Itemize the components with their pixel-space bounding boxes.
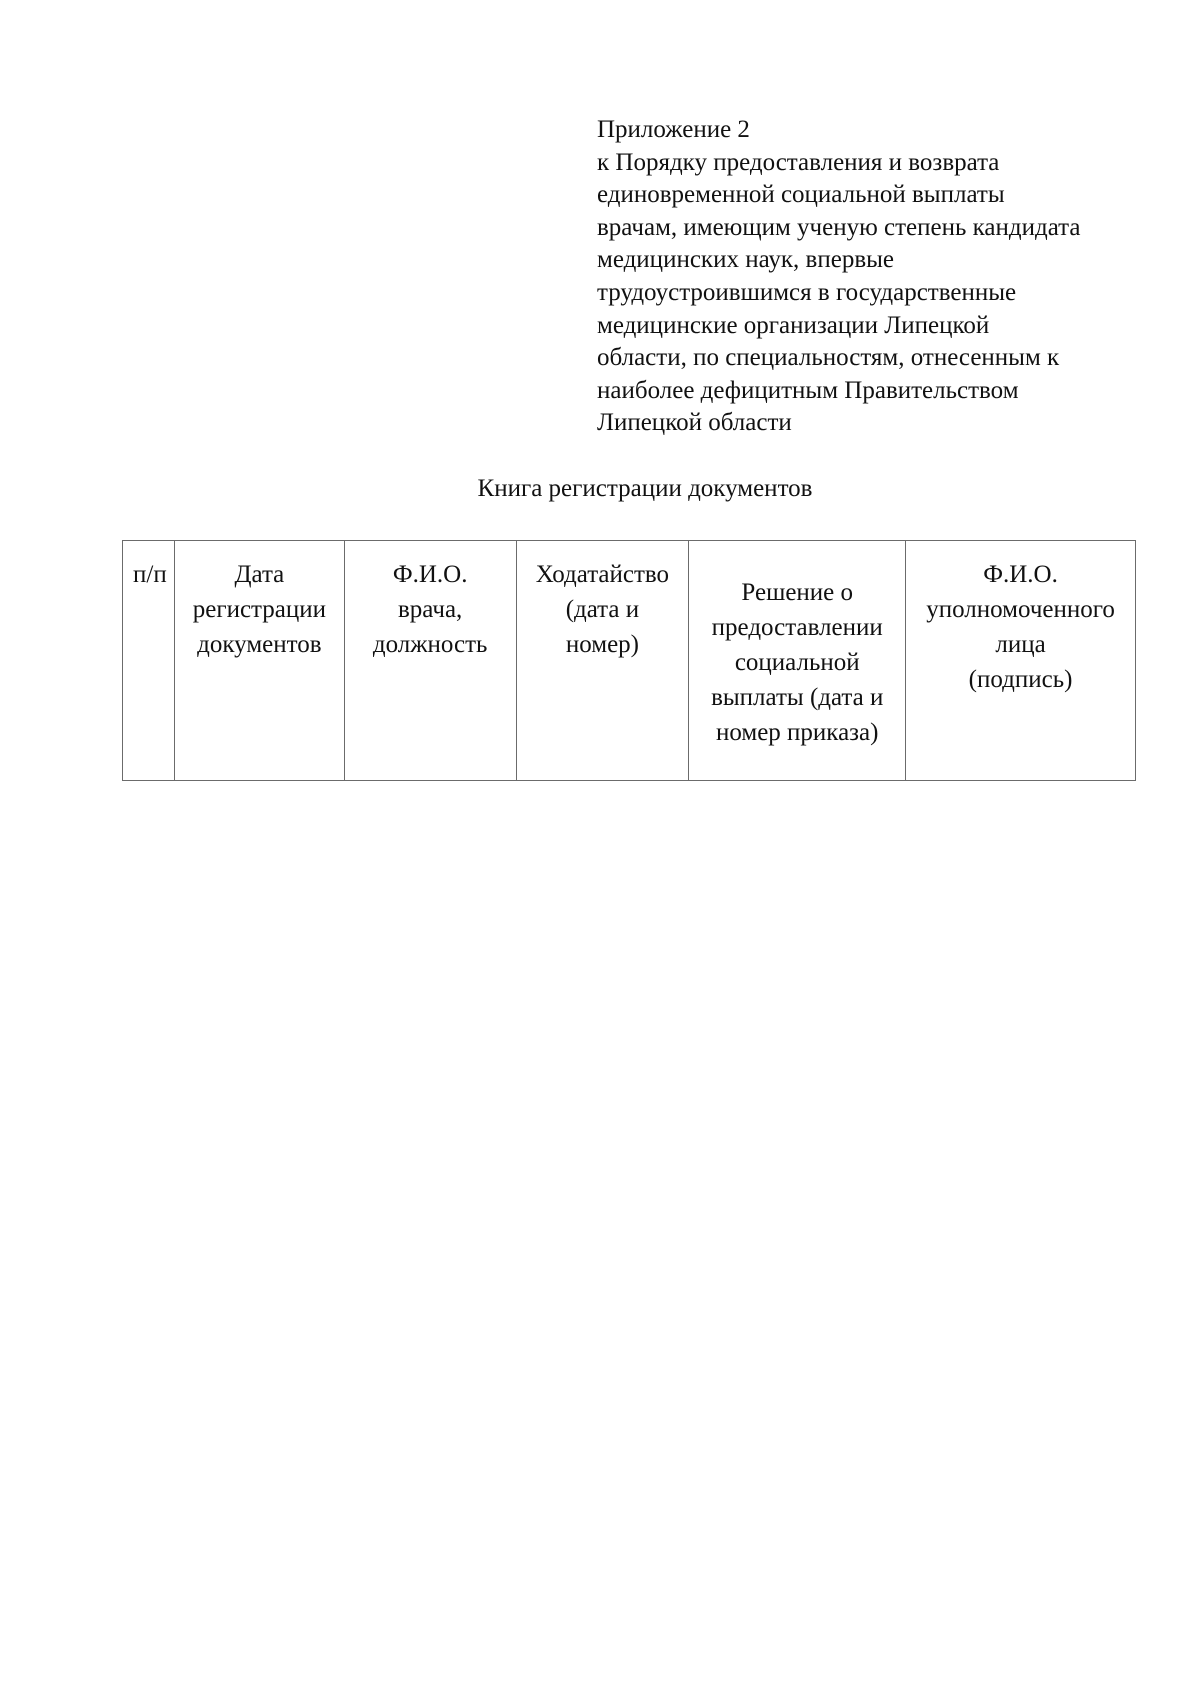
header-line: Ф.И.О. — [392, 561, 468, 588]
header-line: регистрации — [192, 596, 327, 623]
header-line: предоставлении — [711, 614, 883, 641]
header-line: Дата — [234, 561, 285, 588]
header-line: (дата и — [565, 596, 640, 623]
header-line: п/п — [133, 561, 167, 588]
header-registration-date — [174, 541, 344, 781]
header-line: должность — [372, 631, 488, 658]
header-line: документов — [197, 631, 322, 658]
registration-table — [122, 540, 1136, 781]
header-line: Решение о — [741, 579, 854, 606]
appendix-header — [597, 114, 1157, 440]
header-line: Ходатайство — [535, 561, 670, 588]
appendix-line: наиболее дефицитным Правительством — [597, 376, 1019, 404]
appendix-line: медицинские организации Липецкой — [597, 311, 990, 339]
appendix-line: единовременной социальной выплаты — [597, 181, 1005, 209]
header-petition — [516, 541, 689, 781]
appendix-line: Приложение 2 — [597, 116, 750, 143]
header-line: лица — [995, 631, 1046, 658]
header-line: (подпись) — [968, 666, 1073, 693]
header-line: номер приказа) — [715, 719, 879, 746]
appendix-line: медицинских наук, впервые — [597, 246, 895, 274]
appendix-line: области, по специальностям, отнесенным к — [597, 344, 1060, 372]
header-decision — [689, 541, 906, 781]
header-authorized-person — [906, 541, 1136, 781]
header-doctor-name — [344, 541, 516, 781]
book-title: Книга регистрации документов — [477, 475, 813, 502]
appendix-line: трудоустроившимся в государственные — [597, 278, 1017, 306]
header-line: уполномоченного — [926, 596, 1115, 623]
header-number — [123, 541, 175, 781]
appendix-line: врачам, имеющим ученую степень кандидата — [597, 213, 1081, 241]
table-header-row — [123, 541, 1136, 781]
header-line: выплаты (дата и — [711, 684, 884, 711]
header-line: Ф.И.О. — [983, 561, 1058, 588]
header-line: номер) — [565, 631, 639, 658]
appendix-line: Липецкой области — [597, 409, 792, 437]
appendix-line: к Порядку предоставления и возврата — [597, 148, 1000, 176]
header-line: врача, — [397, 596, 463, 623]
header-line: социальной — [734, 649, 860, 676]
